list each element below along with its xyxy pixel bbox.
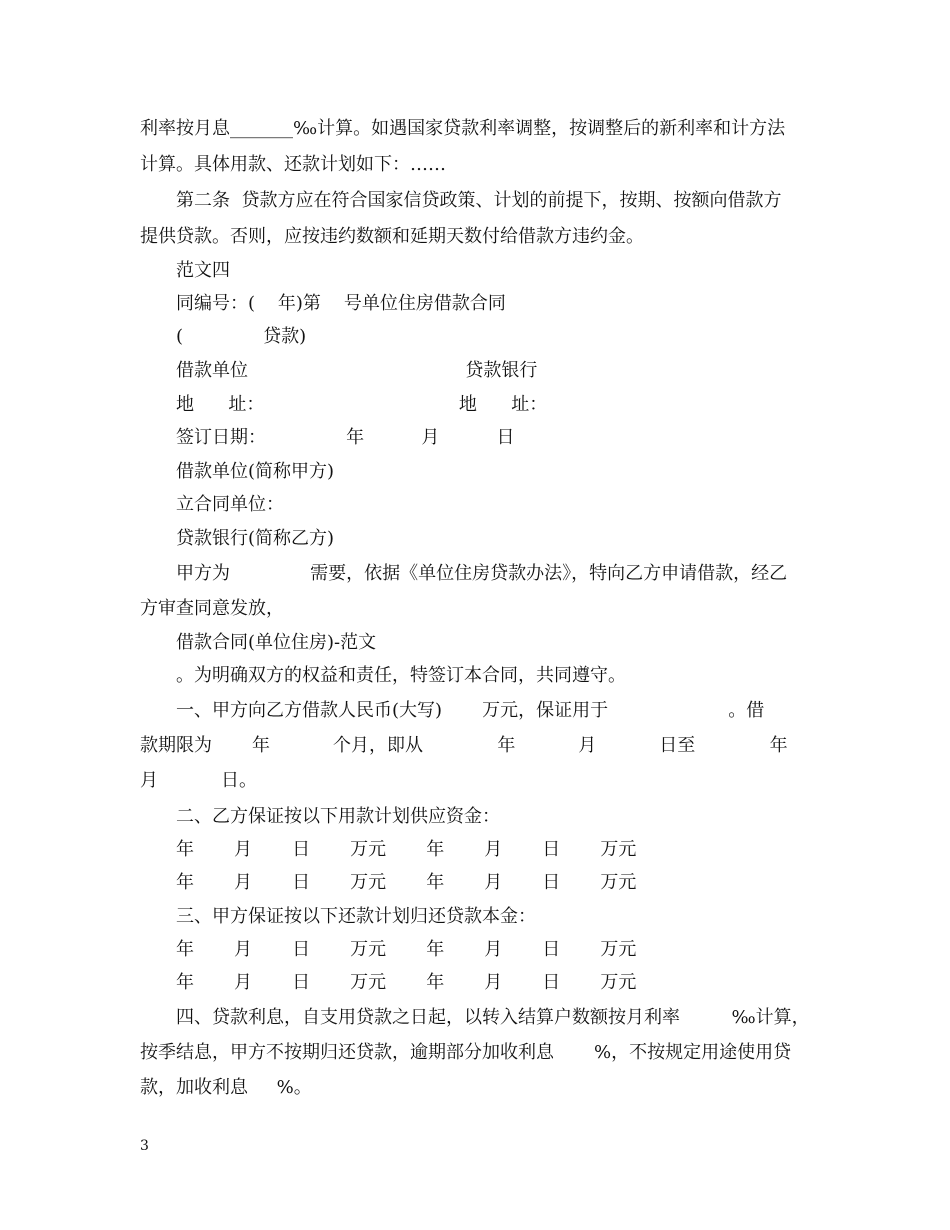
text-line: 第二条 贷款方应在符合国家信贷政策、计划的前提下，按期、按额向借款方 — [176, 190, 782, 211]
text-line: 。为明确双方的权益和责任，特签订本合同，共同遵守。 — [176, 665, 626, 686]
text-line: 借款单位(简称甲方) — [176, 461, 335, 482]
text-line: 方审查同意发放， — [140, 598, 284, 619]
section-heading: 范文四 — [176, 260, 230, 281]
schedule-row: 年 月 日 万元 年 月 日 万元 — [176, 839, 637, 860]
text-line: 三、甲方保证按以下还款计划归还贷款本金： — [176, 906, 536, 927]
text-line: 立合同单位： — [176, 494, 284, 515]
text-line: 二、乙方保证按以下用款计划供应资金： — [176, 806, 500, 827]
text-line: 贷款银行(简称乙方) — [176, 528, 335, 549]
text-line: 月 日。 — [140, 770, 257, 791]
text-line: 利率按月息_______‰计算。如遇国家贷款利率调整，按调整后的新利率和计方法 — [140, 118, 786, 139]
schedule-row: 年 月 日 万元 年 月 日 万元 — [176, 939, 637, 960]
text-line: ( 贷款) — [176, 326, 307, 347]
text-line: 甲方为 需要，依据《单位住房贷款办法》，特向乙方申请借款，经乙 — [176, 563, 788, 584]
text-line: 款期限为 年 个月，即从 年 月 日至 年 — [140, 735, 788, 756]
text-line: 一、甲方向乙方借款人民币(大写) 万元，保证用于 。借 — [176, 700, 765, 721]
text-line: 提供贷款。否则，应按违约数额和延期天数付给借款方违约金。 — [140, 226, 644, 247]
contract-number: 同编号：( 年)第 号单位住房借款合同 — [176, 293, 506, 314]
text-line: 借款单位 贷款银行 — [176, 360, 538, 381]
text-line: 计算。具体用款、还款计划如下：…… — [140, 154, 446, 175]
text-line: 地 址： 地 址： — [176, 394, 548, 415]
text-line: 借款合同(单位住房)-范文 — [176, 632, 377, 653]
text-line: 四、贷款利息，自支用贷款之日起，以转入结算户数额按月利率 ‰计算， — [176, 1007, 810, 1028]
text-line: 款，加收利息 %。 — [140, 1077, 312, 1098]
text-line: 按季结息，甲方不按期归还贷款，逾期部分加收利息 %，不按规定用途使用贷 — [140, 1042, 792, 1063]
page-number: 3 — [140, 1138, 149, 1154]
schedule-row: 年 月 日 万元 年 月 日 万元 — [176, 972, 637, 993]
schedule-row: 年 月 日 万元 年 月 日 万元 — [176, 872, 637, 893]
text-line: 签订日期： 年 月 日 — [176, 427, 515, 448]
